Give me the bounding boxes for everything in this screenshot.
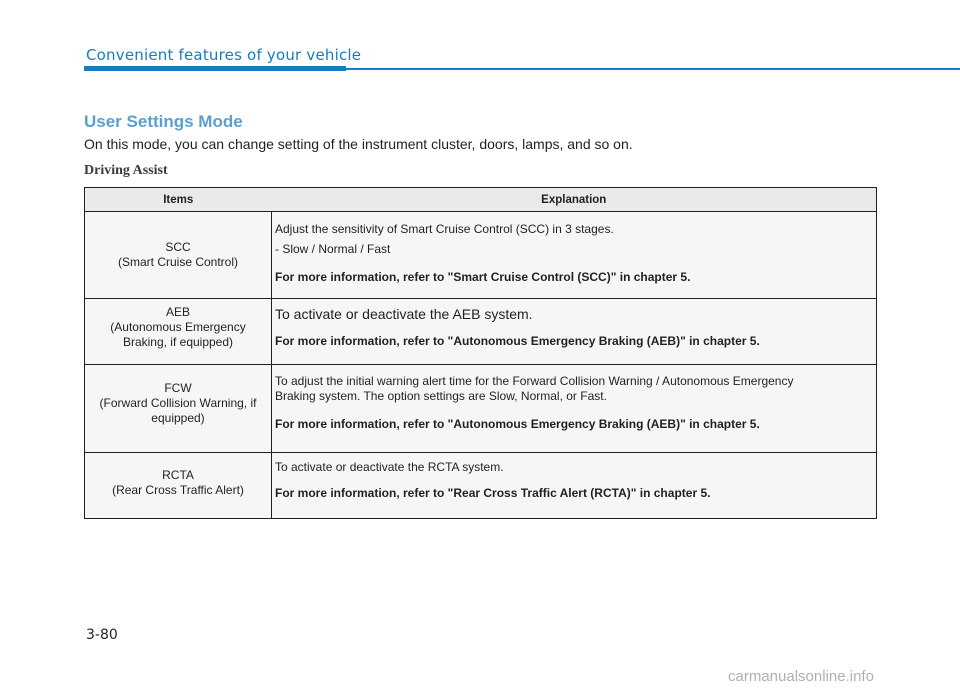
table-row — [85, 299, 877, 365]
table-header-row — [85, 188, 877, 212]
sub-heading: Driving Assist — [84, 163, 168, 178]
settings-table — [84, 187, 877, 519]
reference-note: For more information, refer to "Autonomous Emergency Braking (AEB)" in chapter 5. — [275, 417, 760, 431]
explanation-cell — [272, 212, 877, 299]
item-cell — [85, 365, 272, 453]
explanation-cell — [272, 365, 877, 453]
explanation-cell — [272, 299, 877, 365]
header-accent-bar — [84, 66, 346, 71]
column-header-items: Items — [85, 188, 272, 212]
item-detail: (Forward Collision Warning, if equipped) — [99, 396, 257, 425]
item-detail: (Autonomous Emergency Braking, if equipped) — [110, 320, 246, 349]
item-name: RCTA — [162, 468, 194, 482]
explanation-line: To adjust the initial warning alert time for the Forward Collision Warning / Autonomous Emergency Braking system. The option settings are Slow, Normal, or Fast. — [275, 374, 794, 403]
reference-note: For more information, refer to "Rear Cross Traffic Alert (RCTA)" in chapter 5. — [275, 486, 711, 500]
explanation-line: To activate or deactivate the RCTA system. — [275, 460, 504, 474]
item-detail: (Rear Cross Traffic Alert) — [112, 483, 244, 497]
table-row — [85, 453, 877, 519]
chapter-header-title: Convenient features of your vehicle — [86, 46, 362, 64]
item-detail: (Smart Cruise Control) — [117, 255, 239, 269]
header-rule — [346, 68, 960, 70]
item-name: AEB — [165, 305, 190, 319]
item-cell — [85, 212, 272, 299]
section-title: User Settings Mode — [84, 112, 243, 131]
watermark-link[interactable]: carmanualsonline.info — [728, 668, 874, 685]
section-intro: On this mode, you can change setting of the instrument cluster, doors, lamps, and so on. — [84, 136, 633, 152]
explanation-line: To activate or deactivate the AEB system. — [275, 306, 533, 322]
item-cell — [85, 299, 272, 365]
column-header-explanation: Explanation — [272, 188, 877, 212]
explanation-cell — [272, 453, 877, 519]
reference-note: For more information, refer to "Smart Cruise Control (SCC)" in chapter 5. — [275, 270, 691, 284]
reference-note: For more information, refer to "Autonomous Emergency Braking (AEB)" in chapter 5. — [275, 334, 760, 348]
item-cell — [85, 453, 272, 519]
item-name: FCW — [164, 381, 192, 395]
explanation-line: Adjust the sensitivity of Smart Cruise Control (SCC) in 3 stages. — [275, 222, 614, 236]
table-row — [85, 212, 877, 299]
item-name: SCC — [165, 240, 191, 254]
page-number: 3-80 — [86, 627, 118, 643]
table-row — [85, 365, 877, 453]
explanation-line: - Slow / Normal / Fast — [275, 242, 391, 256]
